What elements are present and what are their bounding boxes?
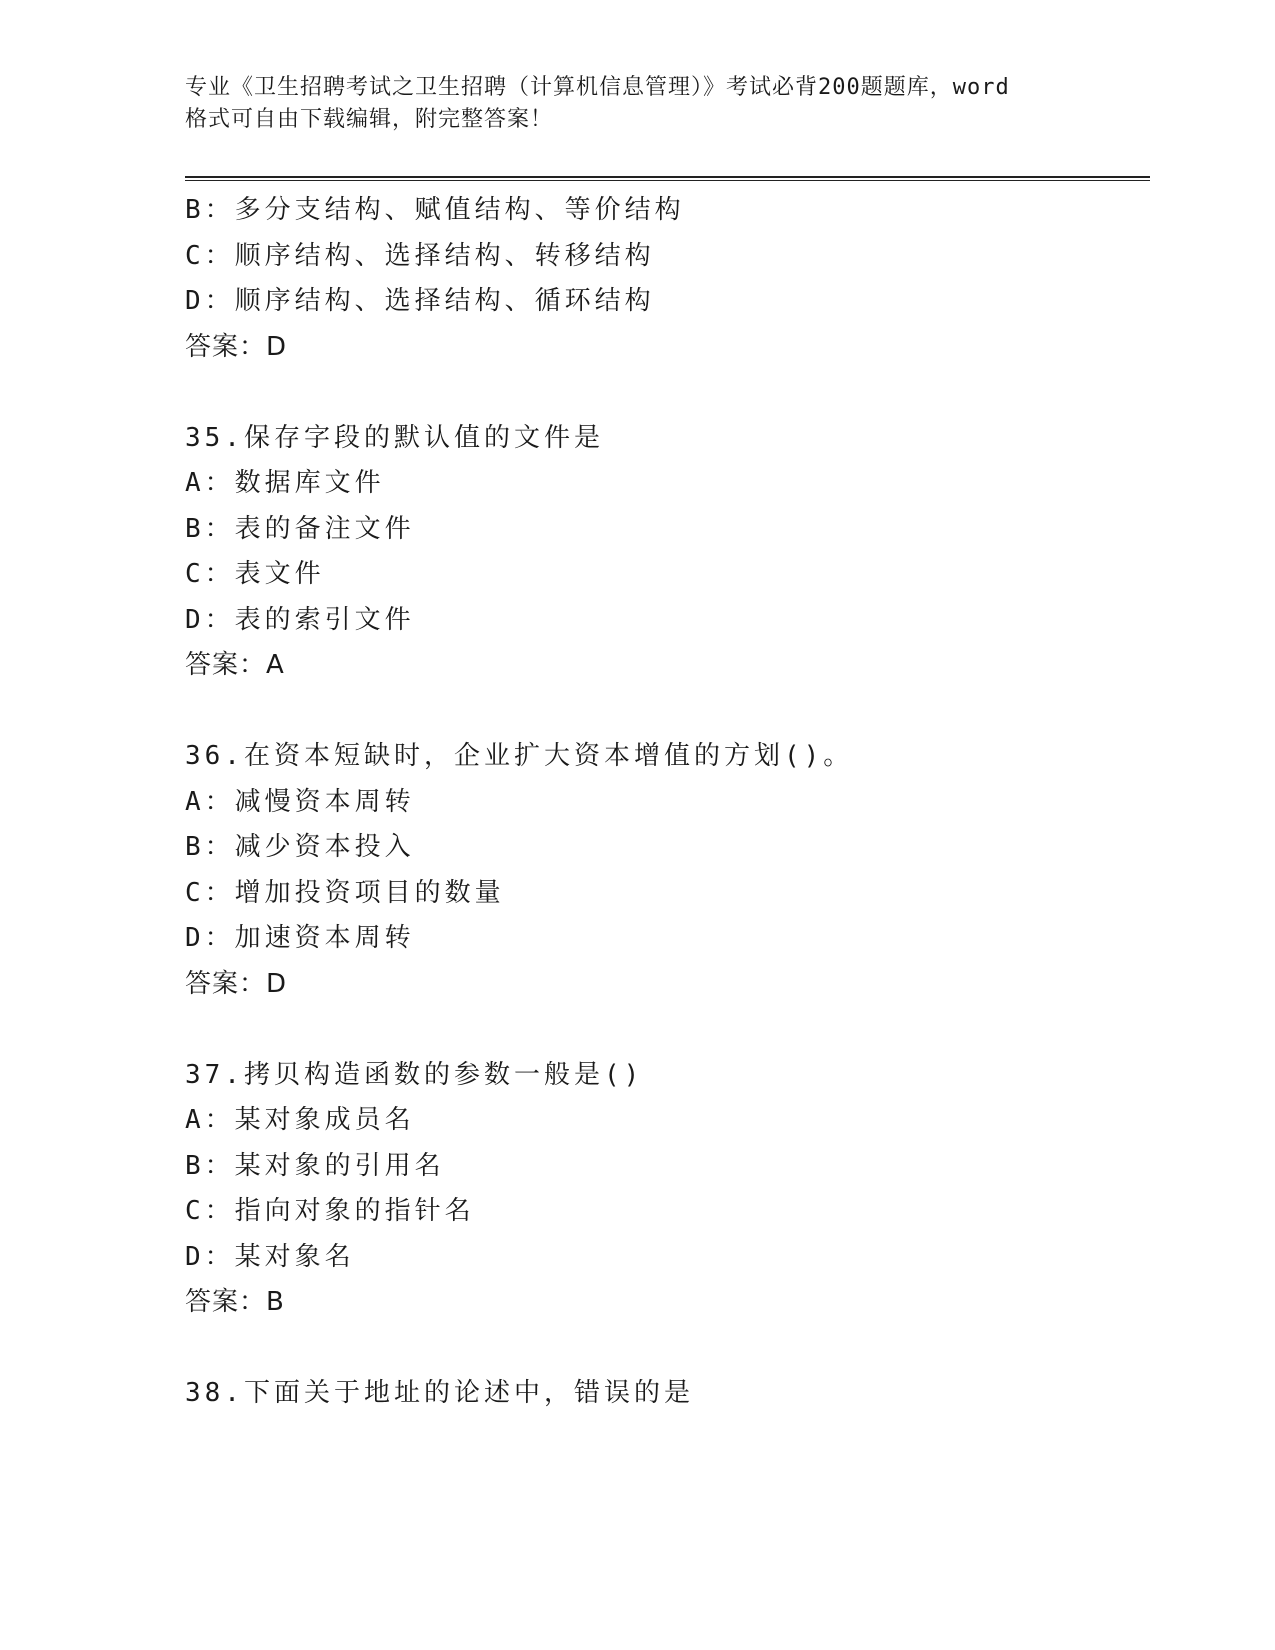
question-spacer: [185, 370, 1145, 416]
document-header: [185, 72, 1085, 136]
option-b: B：某对象的引用名: [185, 1150, 445, 1181]
question-stem: 37.拷贝构造函数的参数一般是(): [185, 1059, 644, 1090]
answer-line: 答案：A: [185, 650, 285, 680]
option-d: D：加速资本周转: [185, 923, 415, 953]
question-stem: 36.在资本短缺时，企业扩大资本增值的方划()。: [185, 741, 854, 771]
option-c: C：增加投资项目的数量: [185, 877, 505, 908]
option-d: D：顺序结构、选择结构、循环结构: [185, 286, 655, 316]
question-38: [185, 1371, 1145, 1417]
answer-line: 答案：D: [185, 968, 288, 999]
option-b: B：减少资本投入: [185, 832, 415, 862]
header-divider: [185, 176, 1150, 181]
option-d: D：某对象名: [185, 1241, 355, 1272]
answer-line: 答案：B: [185, 1287, 285, 1317]
header-title-line-1: 专业《卫生招聘考试之卫生招聘（计算机信息管理）》考试必背200题题库，word: [185, 75, 1010, 100]
question-spacer: [185, 1326, 1145, 1372]
option-a: A：减慢资本周转: [185, 786, 415, 817]
question-list: [185, 188, 1145, 1417]
question-34-continued: [185, 188, 1145, 370]
option-c: C：表文件: [185, 559, 325, 589]
option-b: B：多分支结构、赋值结构、等价结构: [185, 195, 685, 225]
option-c: C：指向对象的指针名: [185, 1196, 475, 1226]
question-spacer: [185, 1007, 1145, 1053]
question-35: [185, 416, 1145, 689]
option-b: B：表的备注文件: [185, 513, 415, 544]
answer-line: 答案：D: [185, 331, 288, 362]
option-a: A：某对象成员名: [185, 1105, 415, 1135]
question-37: [185, 1053, 1145, 1326]
question-spacer: [185, 689, 1145, 735]
option-c: C：顺序结构、选择结构、转移结构: [185, 240, 655, 271]
question-36: [185, 734, 1145, 1007]
option-d: D：表的索引文件: [185, 604, 415, 635]
question-stem: 35.保存字段的默认值的文件是: [185, 422, 604, 453]
question-stem: 38.下面关于地址的论述中，错误的是: [185, 1378, 694, 1408]
option-a: A：数据库文件: [185, 468, 385, 498]
header-title-line-2: 格式可自由下载编辑，附完整答案！: [185, 107, 554, 132]
